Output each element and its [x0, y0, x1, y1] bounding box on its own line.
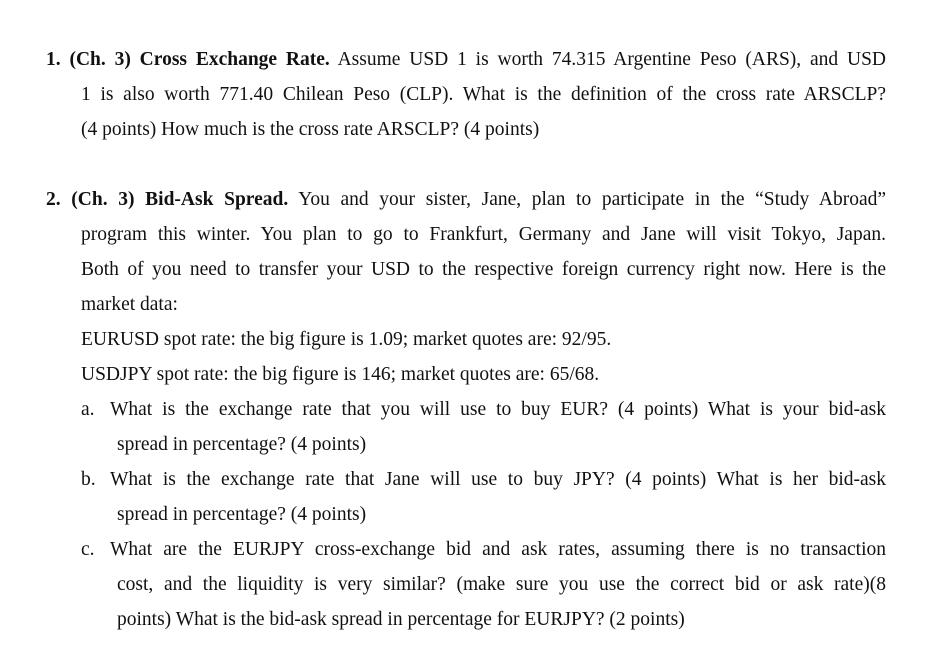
- q2-heading: (Ch. 3) Bid-Ask Spread.: [71, 189, 289, 210]
- q2-part-b-line-1: [81, 462, 886, 497]
- q2-part-b-line-2: spread in percentage? (4 points): [117, 504, 367, 525]
- q2-part-a-label: a.: [81, 399, 95, 420]
- q1-text-1: Assume USD 1 is worth 74.315 Argentine Peso (ARS), and USD: [337, 49, 887, 70]
- q2-part-c-line-2: cost, and the liquidity is very similar? (make sure you use the correct bid or ask rate)(8: [117, 574, 886, 595]
- q2-part-a-text-1: What is the exchange rate that you will use to buy EUR? (4 points) What is your bid-ask: [110, 399, 886, 420]
- q2-part-c-label: c.: [81, 539, 95, 560]
- q2-number: 2.: [46, 189, 61, 210]
- q2-part-b-label: b.: [81, 469, 96, 490]
- q2-line-1: [46, 182, 886, 217]
- q2-part-c-text-1: What are the EURJPY cross-exchange bid and ask rates, assuming there is no transaction: [110, 539, 886, 560]
- q2-part-c-line-1: [81, 532, 886, 567]
- usdjpy-market-data: USDJPY spot rate: the big figure is 146; market quotes are: 65/68.: [81, 364, 600, 385]
- q2-part-c-line-3: points) What is the bid-ask spread in percentage for EURJPY? (2 points): [117, 609, 685, 630]
- q1-line-3: (4 points) How much is the cross rate ARSCLP? (4 points): [81, 119, 540, 140]
- eurusd-market-data: EURUSD spot rate: the big figure is 1.09; market quotes are: 92/95.: [81, 329, 612, 350]
- q2-part-b-text-1: What is the exchange rate that Jane will use to buy JPY? (4 points) What is her bid-ask: [110, 469, 886, 490]
- q2-line-2: program this winter. You plan to go to Frankfurt, Germany and Jane will visit Tokyo, Japan.: [81, 224, 886, 245]
- q2-line-3: Both of you need to transfer your USD to the respective foreign currency right now. Here is the: [81, 259, 886, 280]
- q2-part-a-line-2: spread in percentage? (4 points): [117, 434, 367, 455]
- q2-line-4: market data:: [81, 294, 178, 315]
- q1-line-1: [46, 42, 886, 77]
- q1-line-2: 1 is also worth 771.40 Chilean Peso (CLP). What is the definition of the cross rate ARSCLP?: [81, 84, 886, 105]
- q1-number: 1.: [46, 49, 61, 70]
- q2-part-a-line-1: [81, 392, 886, 427]
- q1-heading: (Ch. 3) Cross Exchange Rate.: [69, 49, 330, 70]
- q2-text-1: You and your sister, Jane, plan to participate in the “Study Abroad”: [298, 189, 887, 210]
